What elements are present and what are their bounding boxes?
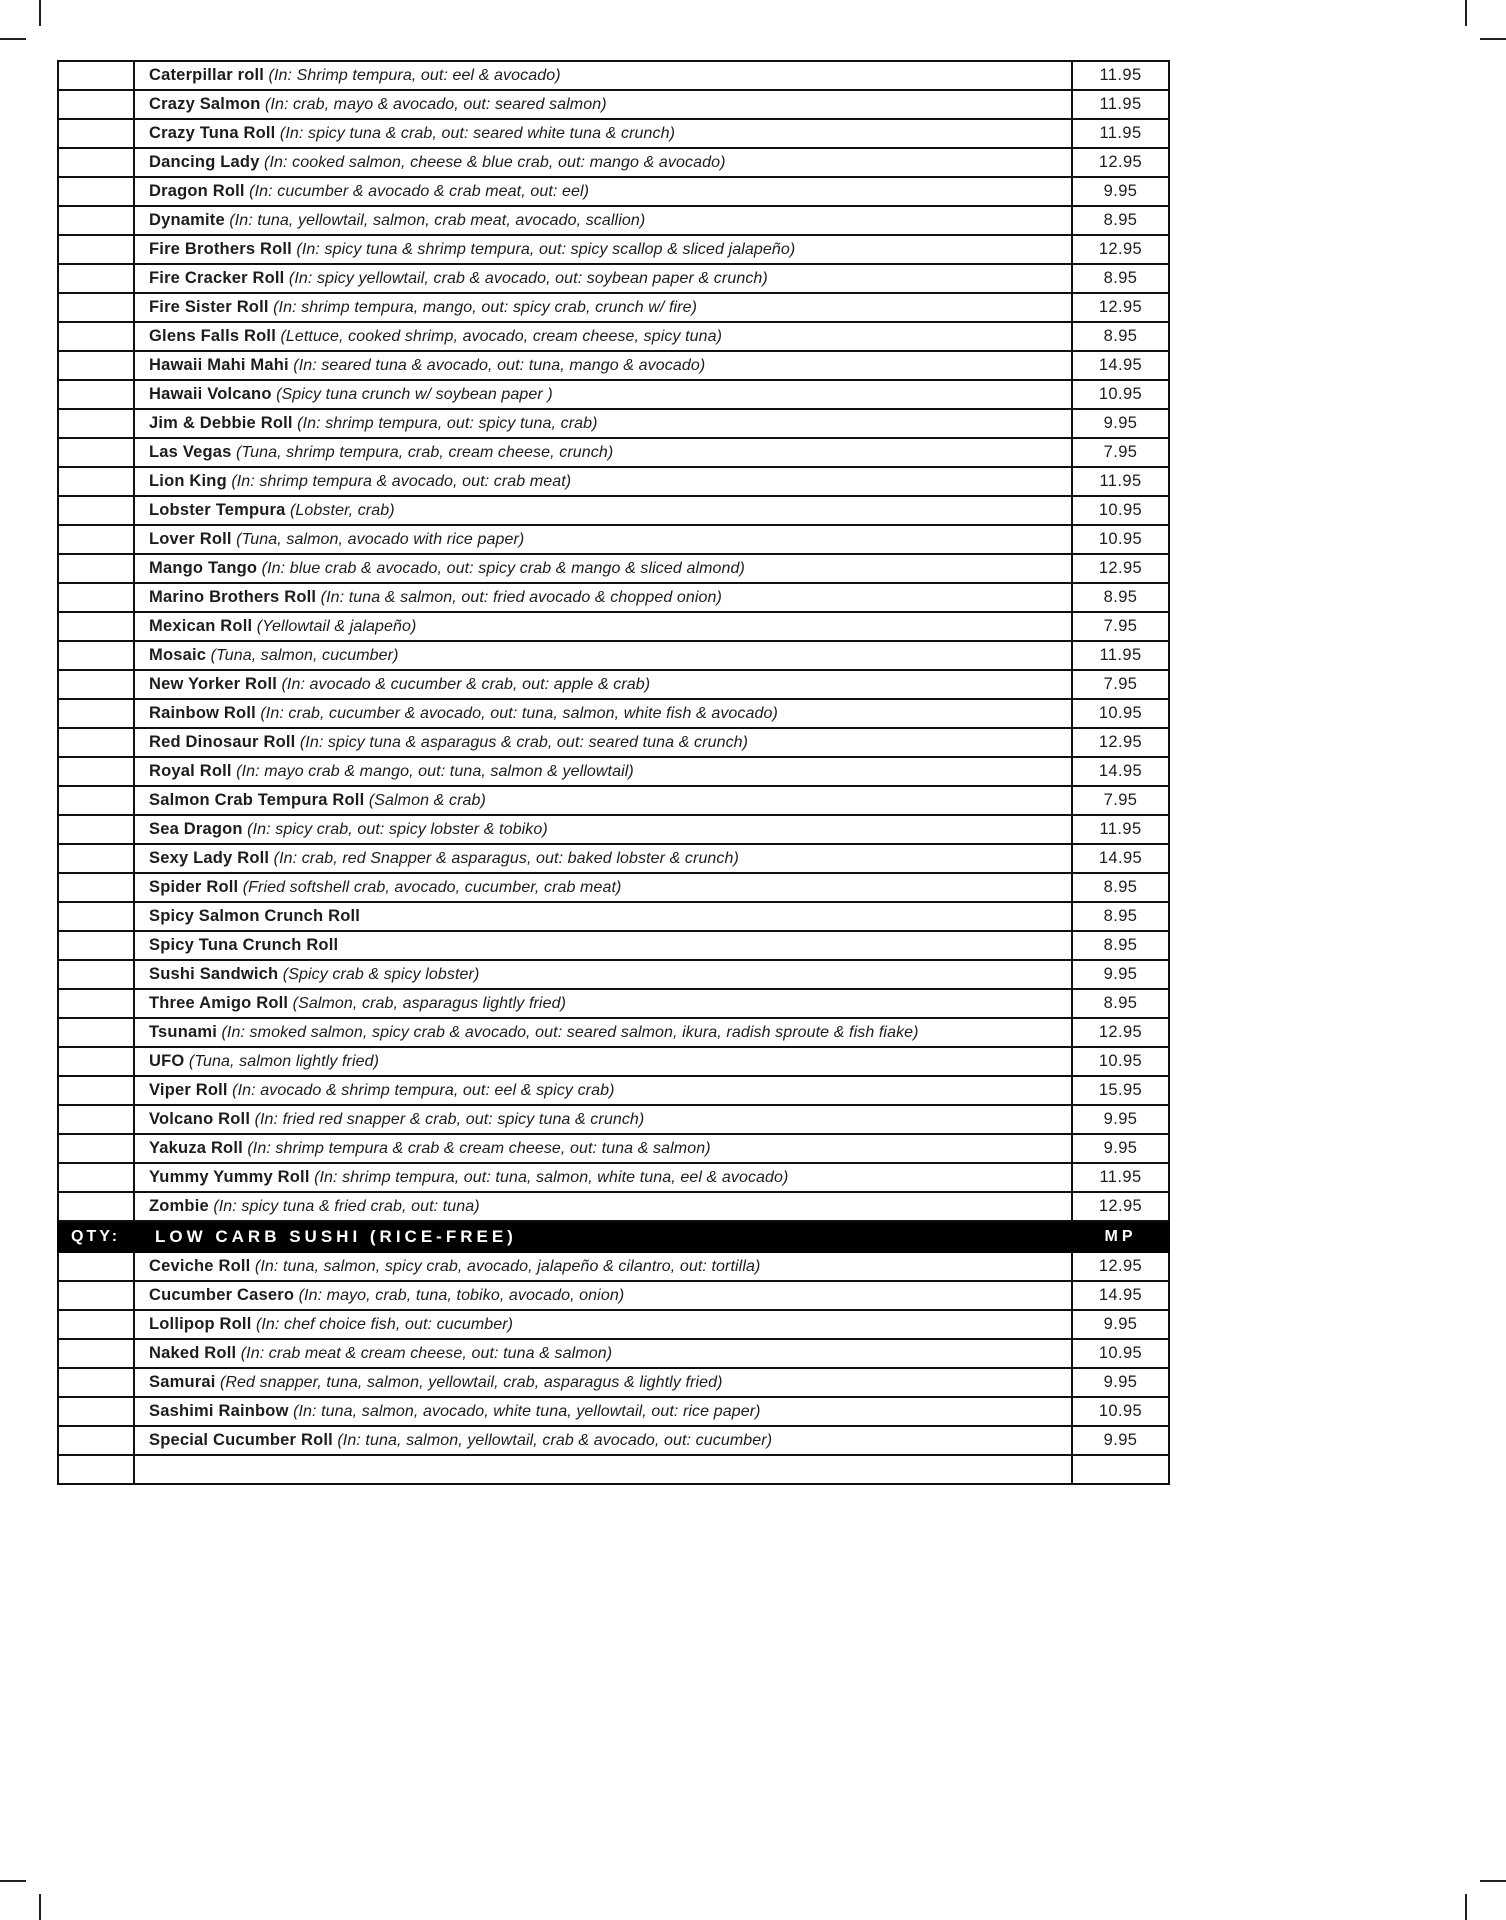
menu-row [58, 1368, 1169, 1397]
item-price: 9.95 [1072, 1310, 1169, 1339]
item-ingredients: (In: seared tuna & avocado, out: tuna, mango & avocado) [293, 357, 706, 374]
qty-cell[interactable] [58, 844, 134, 873]
item-name: Rainbow Roll [149, 704, 256, 722]
item-ingredients: (In: spicy tuna & shrimp tempura, out: spicy scallop & sliced jalapeño) [296, 241, 796, 258]
qty-cell[interactable] [58, 1339, 134, 1368]
item-name: Salmon Crab Tempura Roll [149, 791, 365, 809]
item-cell [134, 206, 1072, 235]
crop-mark [1480, 38, 1506, 40]
item-cell [134, 699, 1072, 728]
item-price: 10.95 [1072, 380, 1169, 409]
item-ingredients: (In: Shrimp tempura, out: eel & avocado) [268, 67, 561, 84]
item-ingredients: (In: blue crab & avocado, out: spicy crab & mango & sliced almond) [261, 560, 745, 577]
item-name: Sexy Lady Roll [149, 849, 270, 867]
item-ingredients: (In: shrimp tempura & avocado, out: crab meat) [231, 473, 572, 490]
qty-cell[interactable] [58, 322, 134, 351]
item-name: Volcano Roll [149, 1110, 251, 1128]
item-ingredients: (Spicy tuna crunch w/ soybean paper ) [276, 386, 553, 403]
qty-cell[interactable] [58, 960, 134, 989]
item-ingredients: (In: crab, red Snapper & asparagus, out: baked lobster & crunch) [273, 850, 739, 867]
menu-row [58, 670, 1169, 699]
item-cell [134, 989, 1072, 1018]
qty-cell[interactable] [58, 1426, 134, 1455]
item-ingredients: (Yellowtail & jalapeño) [256, 618, 417, 635]
menu-row [58, 467, 1169, 496]
item-price: 11.95 [1072, 61, 1169, 90]
item-ingredients: (In: crab meat & cream cheese, out: tuna & salmon) [240, 1345, 613, 1362]
qty-cell[interactable] [58, 1134, 134, 1163]
item-ingredients: (In: shrimp tempura, mango, out: spicy crab, crunch w/ fire) [273, 299, 698, 316]
item-cell [134, 786, 1072, 815]
qty-cell[interactable] [58, 1281, 134, 1310]
item-cell [134, 409, 1072, 438]
menu-row [58, 699, 1169, 728]
menu-row [58, 1105, 1169, 1134]
item-cell [134, 264, 1072, 293]
item-price: 12.95 [1072, 148, 1169, 177]
menu-row [58, 989, 1169, 1018]
item-price: 10.95 [1072, 1397, 1169, 1426]
qty-cell[interactable] [58, 670, 134, 699]
item-name: Samurai [149, 1373, 216, 1391]
qty-cell[interactable] [58, 757, 134, 786]
item-cell [134, 1252, 1072, 1281]
item-price: 11.95 [1072, 1163, 1169, 1192]
item-price: 10.95 [1072, 1339, 1169, 1368]
item-name: Spicy Salmon Crunch Roll [149, 907, 361, 925]
item-ingredients: (In: avocado & cucumber & crab, out: apple & crab) [281, 676, 651, 693]
menu-row [58, 1047, 1169, 1076]
qty-cell[interactable] [58, 235, 134, 264]
crop-mark [1480, 1880, 1506, 1882]
item-cell [134, 641, 1072, 670]
item-cell [134, 380, 1072, 409]
item-price: 7.95 [1072, 670, 1169, 699]
item-name: Mosaic [149, 646, 207, 664]
item-name: Ceviche Roll [149, 1257, 251, 1275]
menu-row [58, 1163, 1169, 1192]
item-name: Yakuza Roll [149, 1139, 243, 1157]
item-price: 9.95 [1072, 409, 1169, 438]
qty-cell[interactable] [58, 699, 134, 728]
item-price: 9.95 [1072, 1105, 1169, 1134]
menu-row [58, 322, 1169, 351]
item-name: Yummy Yummy Roll [149, 1168, 310, 1186]
item-cell [134, 670, 1072, 699]
item-price: 10.95 [1072, 699, 1169, 728]
menu-row [58, 554, 1169, 583]
item-ingredients: (Lobster, crab) [290, 502, 395, 519]
item-name: Spicy Tuna Crunch Roll [149, 936, 339, 954]
qty-cell[interactable] [58, 902, 134, 931]
item-ingredients: (Red snapper, tuna, salmon, yellowtail, crab, asparagus & lightly fried) [219, 1374, 723, 1391]
item-price: 11.95 [1072, 641, 1169, 670]
item-price: 9.95 [1072, 1368, 1169, 1397]
item-price: 8.95 [1072, 264, 1169, 293]
item-price: 12.95 [1072, 1192, 1169, 1221]
qty-cell[interactable] [58, 119, 134, 148]
item-price: 10.95 [1072, 496, 1169, 525]
qty-cell[interactable] [58, 989, 134, 1018]
item-name: Royal Roll [149, 762, 232, 780]
item-cell [134, 61, 1072, 90]
menu-row [58, 351, 1169, 380]
item-price: 12.95 [1072, 293, 1169, 322]
item-cell [134, 177, 1072, 206]
item-cell [134, 1310, 1072, 1339]
item-price: 14.95 [1072, 757, 1169, 786]
qty-cell[interactable] [58, 351, 134, 380]
menu-row [58, 1076, 1169, 1105]
item-name: New Yorker Roll [149, 675, 278, 693]
item-cell [134, 1076, 1072, 1105]
item-name: Dragon Roll [149, 182, 245, 200]
menu-row [58, 728, 1169, 757]
item-ingredients: (In: spicy tuna & fried crab, out: tuna) [213, 1198, 480, 1215]
item-price: 8.95 [1072, 322, 1169, 351]
item-ingredients: (In: tuna, salmon, avocado, white tuna, yellowtail, out: rice paper) [293, 1403, 761, 1420]
item-cell [134, 90, 1072, 119]
menu-row [58, 206, 1169, 235]
item-cell [134, 496, 1072, 525]
crop-mark [1465, 1894, 1467, 1920]
item-ingredients: (In: shrimp tempura, out: spicy tuna, crab) [297, 415, 598, 432]
item-name: Fire Cracker Roll [149, 269, 285, 287]
menu-row [58, 380, 1169, 409]
item-price: 8.95 [1072, 873, 1169, 902]
menu-row [58, 90, 1169, 119]
item-ingredients: (In: smoked salmon, spicy crab & avocado, out: seared salmon, ikura, radish sproute & fish fiake) [221, 1024, 919, 1041]
item-ingredients: (Tuna, salmon lightly fried) [188, 1053, 380, 1070]
item-cell [134, 322, 1072, 351]
qty-cell[interactable] [58, 525, 134, 554]
crop-mark [39, 1894, 41, 1920]
item-ingredients: (In: mayo, crab, tuna, tobiko, avocado, onion) [298, 1287, 625, 1304]
item-name: Spider Roll [149, 878, 239, 896]
qty-cell[interactable] [58, 61, 134, 90]
item-name: Naked Roll [149, 1344, 237, 1362]
qty-cell[interactable] [58, 409, 134, 438]
item-ingredients: (In: shrimp tempura & crab & cream cheese, out: tuna & salmon) [247, 1140, 711, 1157]
item-name: Lobster Tempura [149, 501, 286, 519]
menu-row [58, 931, 1169, 960]
item-cell [134, 815, 1072, 844]
item-name: Marino Brothers Roll [149, 588, 317, 606]
item-cell [134, 438, 1072, 467]
item-ingredients: (In: tuna & salmon, out: fried avocado & chopped onion) [320, 589, 722, 606]
qty-cell[interactable] [58, 90, 134, 119]
item-cell [134, 119, 1072, 148]
section-qty-label: QTY: [58, 1221, 134, 1252]
qty-cell[interactable] [58, 264, 134, 293]
menu-row [58, 641, 1169, 670]
item-cell [134, 1163, 1072, 1192]
qty-cell[interactable] [58, 873, 134, 902]
qty-cell[interactable] [58, 728, 134, 757]
item-price: 7.95 [1072, 786, 1169, 815]
item-cell [134, 757, 1072, 786]
item-price: 7.95 [1072, 438, 1169, 467]
item-cell [134, 1134, 1072, 1163]
item-price: 12.95 [1072, 1252, 1169, 1281]
item-name: Jim & Debbie Roll [149, 414, 293, 432]
crop-mark [39, 0, 41, 26]
item-name: Crazy Tuna Roll [149, 124, 276, 142]
item-price: 15.95 [1072, 1076, 1169, 1105]
item-name: Zombie [149, 1197, 209, 1215]
item-cell [134, 612, 1072, 641]
item-price: 9.95 [1072, 960, 1169, 989]
menu-row [58, 409, 1169, 438]
crop-mark [0, 1880, 26, 1882]
menu-row [58, 1252, 1169, 1281]
item-cell [134, 1455, 1072, 1484]
item-cell [134, 583, 1072, 612]
crop-mark [0, 38, 26, 40]
item-price: 8.95 [1072, 902, 1169, 931]
item-cell [134, 1426, 1072, 1455]
item-cell [134, 525, 1072, 554]
menu-row [58, 177, 1169, 206]
item-price: 11.95 [1072, 467, 1169, 496]
item-ingredients: (In: cooked salmon, cheese & blue crab, out: mango & avocado) [264, 154, 726, 171]
qty-cell[interactable] [58, 1047, 134, 1076]
item-ingredients: (In: avocado & shrimp tempura, out: eel & spicy crab) [232, 1082, 615, 1099]
menu-table [57, 60, 1170, 1485]
item-price: 11.95 [1072, 119, 1169, 148]
item-name: Sushi Sandwich [149, 965, 279, 983]
item-name: Fire Brothers Roll [149, 240, 292, 258]
item-name: Special Cucumber Roll [149, 1431, 333, 1449]
menu-row [58, 496, 1169, 525]
menu-row [58, 1192, 1169, 1221]
menu-row [58, 119, 1169, 148]
menu-row [58, 235, 1169, 264]
menu-row [58, 1018, 1169, 1047]
item-name: Mexican Roll [149, 617, 253, 635]
item-ingredients: (In: tuna, salmon, yellowtail, crab & avocado, out: cucumber) [337, 1432, 773, 1449]
item-cell [134, 931, 1072, 960]
item-cell [134, 1339, 1072, 1368]
item-name: Sea Dragon [149, 820, 243, 838]
item-ingredients: (Spicy crab & spicy lobster) [282, 966, 480, 983]
qty-cell[interactable] [58, 1252, 134, 1281]
item-name: Lover Roll [149, 530, 232, 548]
item-price: 11.95 [1072, 90, 1169, 119]
menu-row [58, 1397, 1169, 1426]
item-price: 14.95 [1072, 1281, 1169, 1310]
item-name: Cucumber Casero [149, 1286, 295, 1304]
menu-row [58, 873, 1169, 902]
menu-row [58, 1134, 1169, 1163]
item-name: Sashimi Rainbow [149, 1402, 289, 1420]
item-ingredients: (Salmon, crab, asparagus lightly fried) [292, 995, 566, 1012]
item-price: 8.95 [1072, 206, 1169, 235]
item-ingredients: (In: mayo crab & mango, out: tuna, salmon & yellowtail) [236, 763, 634, 780]
item-price: 10.95 [1072, 1047, 1169, 1076]
menu-row [58, 1426, 1169, 1455]
qty-cell[interactable] [58, 1018, 134, 1047]
item-price: 9.95 [1072, 1134, 1169, 1163]
item-price: 8.95 [1072, 583, 1169, 612]
item-price: 14.95 [1072, 844, 1169, 873]
qty-cell[interactable] [58, 1397, 134, 1426]
item-cell [134, 554, 1072, 583]
item-ingredients: (Lettuce, cooked shrimp, avocado, cream cheese, spicy tuna) [280, 328, 723, 345]
item-ingredients: (In: fried red snapper & crab, out: spicy tuna & crunch) [254, 1111, 645, 1128]
qty-cell[interactable] [58, 1076, 134, 1105]
item-name: Lollipop Roll [149, 1315, 252, 1333]
section-price-label: MP [1072, 1221, 1169, 1252]
menu-row [58, 1339, 1169, 1368]
qty-cell[interactable] [58, 293, 134, 322]
item-ingredients: (In: shrimp tempura, out: tuna, salmon, white tuna, eel & avocado) [314, 1169, 789, 1186]
item-price: 9.95 [1072, 177, 1169, 206]
menu-row [58, 583, 1169, 612]
menu-row [58, 264, 1169, 293]
item-cell [134, 1368, 1072, 1397]
qty-cell[interactable] [58, 815, 134, 844]
item-cell [134, 844, 1072, 873]
qty-cell[interactable] [58, 612, 134, 641]
item-cell [134, 351, 1072, 380]
item-name: Red Dinosaur Roll [149, 733, 296, 751]
section-header-row [58, 1221, 1169, 1252]
item-ingredients: (In: tuna, salmon, spicy crab, avocado, jalapeño & cilantro, out: tortilla) [254, 1258, 761, 1275]
item-name: UFO [149, 1052, 185, 1070]
item-name: Las Vegas [149, 443, 232, 461]
item-cell [134, 1047, 1072, 1076]
item-name: Dancing Lady [149, 153, 260, 171]
qty-cell[interactable] [58, 148, 134, 177]
item-name: Viper Roll [149, 1081, 228, 1099]
item-ingredients: (In: crab, mayo & avocado, out: seared salmon) [264, 96, 607, 113]
item-price: 12.95 [1072, 235, 1169, 264]
item-name: Dynamite [149, 211, 225, 229]
item-ingredients: (In: spicy yellowtail, crab & avocado, out: soybean paper & crunch) [288, 270, 768, 287]
item-name: Fire Sister Roll [149, 298, 269, 316]
item-price: 12.95 [1072, 728, 1169, 757]
item-ingredients: (Salmon & crab) [368, 792, 486, 809]
menu-row [58, 1281, 1169, 1310]
item-cell [134, 467, 1072, 496]
item-price: 9.95 [1072, 1426, 1169, 1455]
item-ingredients: (Tuna, shrimp tempura, crab, cream cheese, crunch) [235, 444, 614, 461]
item-price: 12.95 [1072, 1018, 1169, 1047]
item-cell [134, 148, 1072, 177]
qty-cell[interactable] [58, 583, 134, 612]
menu-row [58, 293, 1169, 322]
item-cell [134, 293, 1072, 322]
menu-row [58, 612, 1169, 641]
qty-cell[interactable] [58, 1192, 134, 1221]
item-cell [134, 728, 1072, 757]
qty-cell[interactable] [58, 438, 134, 467]
item-ingredients: (In: chef choice fish, out: cucumber) [255, 1316, 514, 1333]
item-cell [134, 235, 1072, 264]
item-cell [134, 1281, 1072, 1310]
qty-cell[interactable] [58, 1105, 134, 1134]
item-name: Mango Tango [149, 559, 258, 577]
qty-cell[interactable] [58, 1455, 134, 1484]
item-price: 14.95 [1072, 351, 1169, 380]
item-name: Tsunami [149, 1023, 218, 1041]
menu-row [58, 757, 1169, 786]
item-cell [134, 960, 1072, 989]
item-name: Caterpillar roll [149, 66, 265, 84]
item-ingredients: (Fried softshell crab, avocado, cucumber, crab meat) [242, 879, 622, 896]
item-cell [134, 873, 1072, 902]
qty-cell[interactable] [58, 641, 134, 670]
item-ingredients: (In: cucumber & avocado & crab meat, out: eel) [249, 183, 590, 200]
crop-mark [1465, 0, 1467, 26]
item-name: Three Amigo Roll [149, 994, 289, 1012]
item-price: 8.95 [1072, 989, 1169, 1018]
item-cell [134, 1018, 1072, 1047]
menu-row [58, 525, 1169, 554]
menu-row [58, 61, 1169, 90]
section-title: LOW CARB SUSHI (RICE-FREE) [134, 1221, 1072, 1252]
item-price: 7.95 [1072, 612, 1169, 641]
item-price: 8.95 [1072, 931, 1169, 960]
item-cell [134, 902, 1072, 931]
menu-row [58, 902, 1169, 931]
item-name: Hawaii Mahi Mahi [149, 356, 289, 374]
item-ingredients: (In: spicy crab, out: spicy lobster & tobiko) [247, 821, 548, 838]
qty-cell[interactable] [58, 786, 134, 815]
item-price: 12.95 [1072, 554, 1169, 583]
menu-row [58, 1310, 1169, 1339]
item-name: Glens Falls Roll [149, 327, 276, 345]
qty-cell[interactable] [58, 206, 134, 235]
qty-cell[interactable] [58, 1163, 134, 1192]
item-ingredients: (Tuna, salmon, cucumber) [210, 647, 399, 664]
menu-row [58, 815, 1169, 844]
qty-cell[interactable] [58, 380, 134, 409]
qty-cell[interactable] [58, 177, 134, 206]
qty-cell[interactable] [58, 931, 134, 960]
empty-row [58, 1455, 1169, 1484]
qty-cell[interactable] [58, 467, 134, 496]
item-ingredients: (In: tuna, yellowtail, salmon, crab meat, avocado, scallion) [229, 212, 646, 229]
item-ingredients: (In: crab, cucumber & avocado, out: tuna, salmon, white fish & avocado) [260, 705, 778, 722]
item-cell [134, 1192, 1072, 1221]
menu-row [58, 148, 1169, 177]
item-price: 10.95 [1072, 525, 1169, 554]
qty-cell[interactable] [58, 496, 134, 525]
qty-cell[interactable] [58, 554, 134, 583]
menu-row [58, 438, 1169, 467]
item-ingredients: (Tuna, salmon, avocado with rice paper) [236, 531, 525, 548]
item-price [1072, 1455, 1169, 1484]
item-ingredients: (In: spicy tuna & asparagus & crab, out: seared tuna & crunch) [299, 734, 749, 751]
item-cell [134, 1397, 1072, 1426]
item-cell [134, 1105, 1072, 1134]
item-name: Crazy Salmon [149, 95, 261, 113]
item-ingredients: (In: spicy tuna & crab, out: seared white tuna & crunch) [279, 125, 676, 142]
menu-row [58, 844, 1169, 873]
menu-row [58, 786, 1169, 815]
item-name: Lion King [149, 472, 227, 490]
qty-cell[interactable] [58, 1368, 134, 1397]
item-price: 11.95 [1072, 815, 1169, 844]
item-name: Hawaii Volcano [149, 385, 272, 403]
qty-cell[interactable] [58, 1310, 134, 1339]
menu-row [58, 960, 1169, 989]
